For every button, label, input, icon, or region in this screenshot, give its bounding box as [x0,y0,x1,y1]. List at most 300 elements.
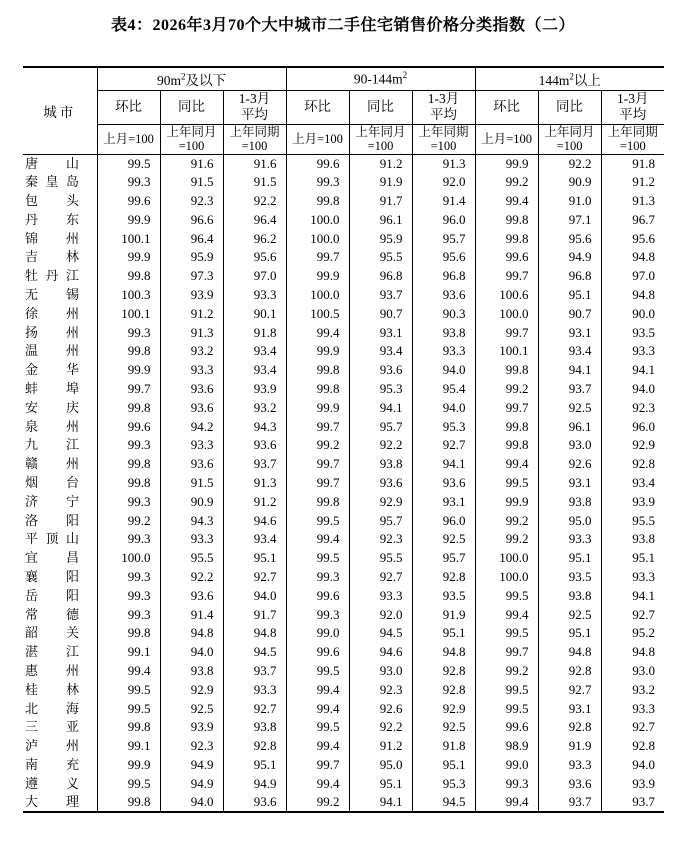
value-cell: 93.8 [632,531,656,547]
value-cell: 91.4 [412,192,475,211]
value-cell: 93.8 [538,586,601,605]
value-cell: 94.5 [349,624,412,643]
label-line: =100 [241,139,268,153]
base-header-cell [97,124,160,154]
value-cell: 94.9 [160,756,223,775]
table-row [23,173,664,192]
city-name: 三亚 [25,719,79,735]
value-cell: 94.8 [632,249,656,265]
city-cell [23,492,97,511]
value-cell: 93.8 [349,455,412,474]
value-cell: 94.0 [632,756,656,772]
value-cell: 99.4 [286,774,349,793]
label-line: 环比 [115,99,142,114]
value-cell: 99.4 [286,699,349,718]
city-name: 韶关 [25,625,79,641]
label-line: 1-3月 [238,91,271,106]
value-cell: 95.2 [632,625,656,641]
value-cell: 95.3 [412,417,475,436]
base-header-cell [223,124,286,154]
value-cell: 99.8 [97,455,160,474]
table-row [23,492,664,511]
table-row [23,511,664,530]
city-cell [23,455,97,474]
value-cell: 99.4 [286,737,349,756]
value-cell: 97.3 [160,267,223,286]
value-cell: 95.1 [223,549,286,568]
value-cell: 92.6 [538,455,601,474]
table-row [23,568,664,587]
value-cell: 95.5 [349,248,412,267]
city-cell [23,436,97,455]
value-cell: 93.3 [538,530,601,549]
label-line: =100 [178,139,205,153]
value-cell: 96.4 [160,229,223,248]
value-cell: 99.6 [475,248,538,267]
value-cell: 99.3 [286,568,349,587]
value-cell: 95.6 [632,230,656,246]
value-cell: 99.9 [97,210,160,229]
value-cell: 99.3 [97,173,160,192]
value-cell: 93.3 [349,586,412,605]
value-cell: 93.3 [223,680,286,699]
value-cell: 96.0 [412,511,475,530]
city-cell [23,530,97,549]
city-name: 牡丹江 [25,268,79,284]
value-cell: 93.8 [160,662,223,681]
value-cell: 100.0 [97,549,160,568]
value-cell: 94.0 [412,361,475,380]
base-header-cell [538,124,601,154]
table-row [23,474,664,493]
table-row [23,342,664,361]
value-cell: 92.9 [632,437,656,453]
value-cell: 99.8 [97,474,160,493]
value-cell: 99.0 [286,624,349,643]
value-cell: 92.2 [349,718,412,737]
value-cell: 100.5 [286,304,349,323]
value-cell: 99.0 [475,756,538,775]
value-cell: 91.7 [223,605,286,624]
value-cell: 92.3 [160,192,223,211]
value-cell: 91.3 [632,192,656,208]
value-cell: 99.9 [475,492,538,511]
value-cell: 91.3 [412,154,475,173]
value-cell: 95.5 [349,549,412,568]
value-cell: 99.6 [286,154,349,173]
value-cell: 99.9 [286,267,349,286]
value-cell: 97.0 [223,267,286,286]
city-name: 扬州 [25,324,79,340]
table-row [23,304,664,323]
value-cell: 95.6 [538,229,601,248]
value-cell: 99.9 [97,756,160,775]
value-cell: 92.2 [538,154,601,173]
value-cell: 99.8 [475,229,538,248]
value-cell: 99.5 [475,586,538,605]
label-line: 平均 [619,107,647,122]
city-cell [23,718,97,737]
city-name: 蚌埠 [25,380,79,396]
value-cell: 99.1 [97,643,160,662]
table-row [23,643,664,662]
value-cell: 92.7 [538,680,601,699]
value-cell: 96.1 [349,210,412,229]
value-cell: 92.5 [538,398,601,417]
value-cell: 99.7 [475,323,538,342]
value-cell: 91.2 [160,304,223,323]
label-line: 上年同期 [607,125,658,139]
city-cell [23,662,97,681]
value-cell: 94.1 [412,455,475,474]
value-cell: 99.1 [97,737,160,756]
city-cell [23,229,97,248]
city-cell [23,699,97,718]
city-cell [23,417,97,436]
label-line: 上月=100 [481,132,532,146]
value-cell: 94.2 [160,417,223,436]
group-title-text: 90m [157,72,182,88]
value-cell: 94.9 [160,774,223,793]
subheader-yoy [349,90,412,124]
value-cell: 90.9 [538,173,601,192]
table-row [23,680,664,699]
value-cell: 99.6 [286,586,349,605]
value-cell: 99.2 [286,793,349,812]
city-cell [23,756,97,775]
value-cell: 92.3 [632,399,656,415]
table-row [23,530,664,549]
subheader-yoy [538,90,601,124]
value-cell: 93.4 [223,530,286,549]
value-cell: 91.6 [160,154,223,173]
city-name: 湛江 [25,644,79,660]
value-cell: 95.1 [412,624,475,643]
value-cell: 100.3 [97,286,160,305]
table-row [23,361,664,380]
value-cell: 95.1 [223,756,286,775]
value-cell: 95.9 [160,248,223,267]
value-cell: 91.5 [160,474,223,493]
value-cell: 94.1 [632,362,656,378]
value-cell: 99.8 [97,398,160,417]
value-cell: 92.8 [412,680,475,699]
value-cell: 94.1 [632,587,656,603]
value-cell: 93.6 [349,474,412,493]
value-cell: 94.0 [223,586,286,605]
value-cell: 93.5 [632,324,656,340]
value-cell: 99.4 [286,530,349,549]
table-row [23,248,664,267]
value-cell: 100.1 [97,229,160,248]
city-cell [23,210,97,229]
city-cell [23,511,97,530]
label-line: 平均 [241,107,269,122]
city-name: 遵义 [25,775,79,791]
value-cell: 99.5 [286,511,349,530]
value-cell: 99.7 [286,756,349,775]
subheader-mom [475,90,538,124]
city-cell [23,680,97,699]
value-cell: 94.8 [412,643,475,662]
label-line: =100 [619,139,646,153]
group-header-90-144 [286,67,475,90]
value-cell: 92.8 [412,568,475,587]
value-cell: 94.3 [223,417,286,436]
value-cell: 92.7 [223,699,286,718]
value-cell: 92.5 [412,530,475,549]
value-cell: 93.5 [538,568,601,587]
value-cell: 99.8 [97,342,160,361]
value-cell: 99.3 [475,774,538,793]
table-row [23,323,664,342]
group-header-90-and-below [97,67,286,90]
value-cell: 93.9 [632,775,656,791]
value-cell: 93.2 [632,681,656,697]
value-cell: 91.9 [412,605,475,624]
value-cell: 95.3 [349,380,412,399]
value-cell: 95.1 [412,756,475,775]
value-cell: 96.1 [538,417,601,436]
value-cell: 95.5 [160,549,223,568]
value-cell: 100.1 [97,304,160,323]
value-cell: 95.0 [538,511,601,530]
value-cell: 95.3 [412,774,475,793]
city-name: 岳阳 [25,587,79,603]
table-row [23,605,664,624]
table-row [23,417,664,436]
value-cell: 91.5 [223,173,286,192]
value-cell: 94.8 [160,624,223,643]
table-row [23,718,664,737]
value-cell: 94.0 [160,793,223,812]
value-cell: 99.9 [286,342,349,361]
value-cell: 91.9 [538,737,601,756]
value-cell: 91.2 [632,174,656,190]
value-cell: 100.0 [286,229,349,248]
city-cell [23,361,97,380]
value-cell: 98.9 [475,737,538,756]
subheader-mom [286,90,349,124]
value-cell: 93.0 [538,436,601,455]
value-cell: 100.0 [475,304,538,323]
value-cell: 92.0 [412,173,475,192]
city-cell [23,774,97,793]
subheader-avg [601,90,664,124]
city-name: 泸州 [25,738,79,754]
value-cell: 92.2 [223,192,286,211]
value-cell: 91.3 [223,474,286,493]
label-line: 上年同月 [355,125,406,139]
value-cell: 92.7 [349,568,412,587]
value-cell: 93.7 [349,286,412,305]
value-cell: 94.0 [160,643,223,662]
value-cell: 91.8 [632,155,656,171]
value-cell: 94.5 [223,643,286,662]
value-cell: 99.5 [97,699,160,718]
label-line: 上年同期 [418,125,469,139]
value-cell: 99.8 [475,436,538,455]
value-cell: 99.4 [475,192,538,211]
city-cell [23,793,97,812]
value-cell: 99.4 [475,793,538,812]
value-cell: 91.8 [412,737,475,756]
value-cell: 99.5 [475,699,538,718]
value-cell: 95.1 [538,624,601,643]
value-cell: 99.5 [286,718,349,737]
value-cell: 99.2 [475,173,538,192]
value-cell: 93.2 [223,398,286,417]
value-cell: 93.3 [412,342,475,361]
value-cell: 95.9 [349,229,412,248]
city-cell [23,549,97,568]
price-index-table [23,66,664,813]
city-name: 徐州 [25,305,79,321]
value-cell: 94.8 [632,286,656,302]
value-cell: 96.2 [223,229,286,248]
city-name: 吉林 [25,249,79,265]
value-cell: 99.3 [97,436,160,455]
value-cell: 93.3 [160,436,223,455]
city-name: 温州 [25,343,79,359]
value-cell: 99.2 [475,530,538,549]
value-cell: 92.0 [349,605,412,624]
table-row [23,774,664,793]
value-cell: 92.8 [223,737,286,756]
city-cell [23,286,97,305]
value-cell: 93.3 [223,286,286,305]
table-row [23,586,664,605]
value-cell: 99.7 [286,417,349,436]
value-cell: 99.7 [97,380,160,399]
value-cell: 93.6 [223,793,286,812]
value-cell: 99.7 [475,398,538,417]
value-cell: 99.3 [286,605,349,624]
value-cell: 94.9 [223,774,286,793]
city-cell [23,304,97,323]
superscript-2: 2 [402,70,408,80]
table-row [23,154,664,173]
city-name: 桂林 [25,681,79,697]
value-cell: 92.2 [349,436,412,455]
value-cell: 95.7 [349,417,412,436]
value-cell: 99.2 [475,511,538,530]
table-row [23,549,664,568]
value-cell: 99.5 [475,474,538,493]
value-cell: 90.7 [538,304,601,323]
value-cell: 99.5 [97,774,160,793]
value-cell: 93.6 [412,286,475,305]
value-cell: 95.1 [349,774,412,793]
value-cell: 91.4 [160,605,223,624]
value-cell: 99.5 [97,680,160,699]
value-cell: 95.7 [349,511,412,530]
label-line: 环比 [304,99,332,114]
table-row [23,267,664,286]
value-cell: 100.0 [475,568,538,587]
value-cell: 91.7 [349,192,412,211]
value-cell: 93.0 [632,662,656,678]
value-cell: 93.6 [412,474,475,493]
value-cell: 92.9 [160,680,223,699]
value-cell: 95.1 [538,549,601,568]
value-cell: 92.2 [160,568,223,587]
city-cell [23,323,97,342]
value-cell: 92.8 [538,718,601,737]
value-cell: 93.0 [349,662,412,681]
value-cell: 94.1 [538,361,601,380]
value-cell: 99.5 [286,549,349,568]
value-cell: 96.0 [412,210,475,229]
value-cell: 93.7 [223,662,286,681]
table-row [23,436,664,455]
label-line: 同比 [367,99,395,114]
value-cell: 96.8 [349,267,412,286]
value-cell: 95.0 [349,756,412,775]
table-row [23,455,664,474]
table-header [23,67,664,154]
table-row [23,662,664,681]
value-cell: 100.0 [286,286,349,305]
city-name: 秦皇岛 [25,174,79,190]
value-cell: 93.6 [160,380,223,399]
value-cell: 93.9 [223,380,286,399]
value-cell: 93.1 [538,323,601,342]
value-cell: 95.5 [632,512,656,528]
group-title-text: 以上 [573,72,601,88]
label-line: 1-3月 [427,91,460,106]
value-cell: 92.8 [412,662,475,681]
value-cell: 93.3 [632,343,656,359]
city-name: 金华 [25,362,79,378]
value-cell: 96.7 [632,211,656,227]
label-line: 环比 [493,99,521,114]
value-cell: 100.6 [475,286,538,305]
city-cell [23,173,97,192]
group-title-text: 90-144m [353,71,403,87]
value-cell: 96.8 [412,267,475,286]
city-name: 烟台 [25,474,79,490]
table-row [23,192,664,211]
value-cell: 93.4 [538,342,601,361]
city-name: 南充 [25,756,79,772]
value-cell: 99.4 [286,680,349,699]
value-cell: 96.6 [160,210,223,229]
value-cell: 94.5 [412,793,475,812]
value-cell: 99.3 [97,568,160,587]
value-cell: 99.8 [286,361,349,380]
value-cell: 92.5 [538,605,601,624]
label-line: 同比 [178,99,205,114]
value-cell: 96.4 [223,210,286,229]
value-cell: 93.7 [538,793,601,812]
label-line: 上月=100 [103,132,154,146]
value-cell: 92.7 [412,436,475,455]
subheader-mom [97,90,160,124]
city-cell [23,248,97,267]
city-cell [23,568,97,587]
label-line: =100 [556,139,583,153]
value-cell: 99.9 [286,398,349,417]
city-name: 赣州 [25,456,79,472]
value-cell: 90.9 [160,492,223,511]
value-cell: 99.7 [475,643,538,662]
superscript-2: 2 [181,71,186,82]
value-cell: 99.7 [286,248,349,267]
value-cell: 95.1 [538,286,601,305]
value-cell: 99.7 [286,455,349,474]
value-cell: 99.3 [286,173,349,192]
